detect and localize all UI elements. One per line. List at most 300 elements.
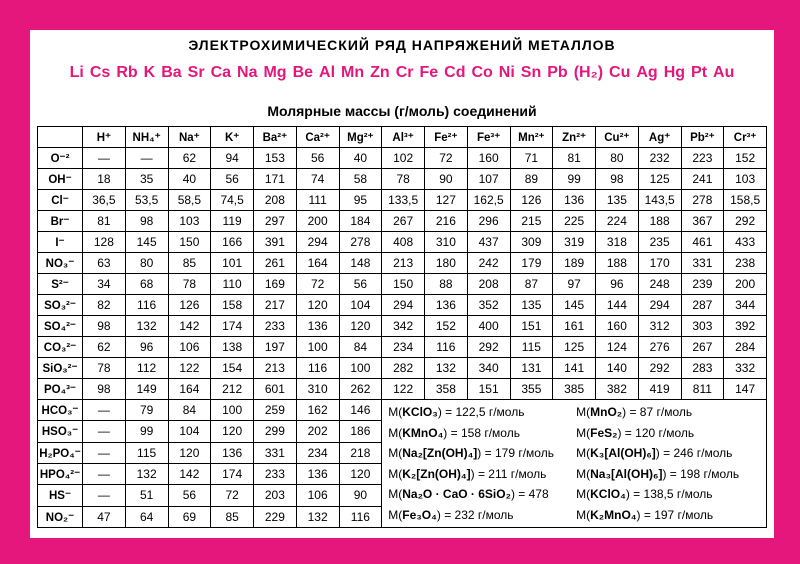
formula-line: [388, 423, 572, 444]
molar-mass-cell: 238: [724, 253, 767, 274]
series-element: Sn: [520, 64, 542, 81]
series-element: (H₂): [573, 64, 604, 81]
molar-mass-cell: 89: [510, 169, 553, 190]
molar-mass-cell: 229: [254, 506, 297, 527]
molar-mass-cell: 216: [425, 211, 468, 232]
molar-mass-cell: 170: [638, 253, 681, 274]
series-element: Pb: [547, 64, 568, 81]
molar-mass-cell: —: [83, 463, 126, 484]
molar-mass-cell: 98: [596, 169, 639, 190]
molar-mass-cell: 120: [339, 463, 382, 484]
molar-mass-cell: 145: [125, 232, 168, 253]
molar-mass-cell: 115: [125, 442, 168, 463]
cation-header: Al³⁺: [382, 127, 425, 148]
molar-mass-cell: 233: [254, 463, 297, 484]
cation-header: Zn²⁺: [553, 127, 596, 148]
molar-mass-cell: 96: [596, 274, 639, 295]
molar-mass-cell: 262: [339, 379, 382, 400]
molar-mass-cell: 119: [211, 211, 254, 232]
molar-mass-cell: 136: [425, 295, 468, 316]
molar-mass-cell: 408: [382, 232, 425, 253]
molar-mass-cell: —: [83, 400, 126, 421]
molar-mass-cell: 180: [425, 253, 468, 274]
molar-mass-cell: 400: [467, 316, 510, 337]
molar-mass-cell: 282: [382, 358, 425, 379]
molar-mass-cell: 135: [596, 190, 639, 211]
anion-header: PO₄³⁻: [38, 379, 83, 400]
formula-value: ) = 122,5 г/моль: [437, 405, 525, 419]
molar-mass-cell: 111: [296, 190, 339, 211]
molar-mass-cell: 143,5: [638, 190, 681, 211]
molar-mass-cell: 87: [510, 274, 553, 295]
compound-formula: K₂[Zn(OH)₄]: [402, 466, 471, 481]
molar-mass-cell: 811: [681, 379, 724, 400]
molar-mass-cell: 99: [553, 169, 596, 190]
molar-mass-cell: 437: [467, 232, 510, 253]
molar-mass-cell: 601: [254, 379, 297, 400]
molar-mass-cell: 385: [553, 379, 596, 400]
molar-mass-cell: 74,5: [211, 190, 254, 211]
anion-header: S²⁻: [38, 274, 83, 295]
molar-mass-cell: 224: [596, 211, 639, 232]
anion-header: SiO₃²⁻: [38, 358, 83, 379]
molar-mass-cell: 213: [254, 358, 297, 379]
formula-value: ) = 246 г/моль: [655, 446, 733, 460]
molar-mass-cell: 151: [467, 379, 510, 400]
molar-mass-cell: 63: [83, 253, 126, 274]
molar-mass-cell: 115: [510, 337, 553, 358]
molar-mass-cell: 81: [553, 148, 596, 169]
formula-prefix: M(: [388, 487, 403, 501]
molar-mass-cell: 312: [638, 316, 681, 337]
formula-value: ) = 211 г/моль: [470, 466, 547, 481]
molar-mass-cell: 278: [681, 190, 724, 211]
cation-header: Mn²⁺: [510, 127, 553, 148]
formula-value: ) = 232 г/моль: [436, 507, 514, 522]
molar-mass-cell: 132: [425, 358, 468, 379]
cation-header: Fe³⁺: [467, 127, 510, 148]
molar-mass-cell: 125: [638, 169, 681, 190]
molar-mass-cell: 35: [125, 169, 168, 190]
molar-mass-cell: 150: [382, 274, 425, 295]
molar-mass-cell: 79: [125, 400, 168, 421]
molar-mass-cell: 132: [125, 463, 168, 484]
molar-mass-cell: 292: [467, 337, 510, 358]
formula-prefix: M(: [576, 425, 591, 440]
molar-mass-cell: 82: [83, 295, 126, 316]
molar-mass-cell: 106: [296, 485, 339, 506]
molar-mass-cell: 96: [125, 337, 168, 358]
molar-mass-cell: 78: [83, 358, 126, 379]
molar-mass-cell: 100: [339, 358, 382, 379]
compound-formula: KMnO₄: [402, 425, 444, 440]
molar-mass-cell: 208: [467, 274, 510, 295]
molar-mass-table: [37, 126, 767, 528]
anion-header: I⁻: [38, 232, 83, 253]
molar-mass-cell: 138: [211, 337, 254, 358]
series-element: Au: [713, 64, 735, 81]
formula-prefix: M(: [576, 487, 591, 501]
molar-mass-cell: 188: [596, 253, 639, 274]
molar-mass-cell: 128: [83, 232, 126, 253]
molar-mass-cell: 40: [339, 148, 382, 169]
molar-mass-cell: 148: [339, 253, 382, 274]
molar-mass-cell: 259: [254, 400, 297, 421]
molar-mass-cell: 99: [125, 421, 168, 442]
molar-mass-cell: —: [83, 485, 126, 506]
formula-line: [576, 443, 760, 464]
molar-mass-cell: 136: [211, 442, 254, 463]
anion-header: OH⁻: [38, 169, 83, 190]
cation-header: Cr³⁺: [724, 127, 767, 148]
table-row: [38, 232, 767, 253]
formula-value: ) = 478: [510, 487, 549, 501]
formula-line: [576, 505, 760, 526]
molar-mass-cell: 149: [125, 379, 168, 400]
molar-mass-cell: 419: [638, 379, 681, 400]
molar-mass-cell: 276: [638, 337, 681, 358]
formula-line: [388, 464, 572, 485]
anion-header: H₂PO₄⁻: [38, 442, 83, 463]
cation-header: K⁺: [211, 127, 254, 148]
molar-mass-cell: 146: [339, 400, 382, 421]
formula-value: ) = 87 г/моль: [622, 405, 693, 419]
formula-prefix: M(: [576, 466, 591, 481]
table-row: [38, 148, 767, 169]
formula-column-left: [388, 402, 572, 525]
molar-mass-cell: —: [125, 148, 168, 169]
molar-mass-cell: 234: [296, 442, 339, 463]
table-row: [38, 379, 767, 400]
formula-prefix: M(: [388, 425, 403, 440]
molar-mass-cell: 267: [382, 211, 425, 232]
series-element: Rb: [116, 64, 138, 81]
molar-mass-cell: 239: [681, 274, 724, 295]
cation-header: Ba²⁺: [254, 127, 297, 148]
molar-mass-cell: 62: [83, 337, 126, 358]
molar-mass-cell: 152: [724, 148, 767, 169]
formula-line: [388, 505, 572, 526]
molar-mass-cell: 84: [339, 337, 382, 358]
anion-header: NO₃⁻: [38, 253, 83, 274]
molar-mass-cell: —: [83, 148, 126, 169]
molar-mass-cell: 142: [168, 463, 211, 484]
molar-mass-cell: 299: [254, 421, 297, 442]
molar-mass-cell: 78: [382, 169, 425, 190]
anion-header: SO₄²⁻: [38, 316, 83, 337]
molar-mass-cell: 233: [254, 316, 297, 337]
compound-formula: Na₃[Al(OH)₆]: [590, 466, 663, 481]
formula-prefix: M(: [388, 507, 403, 522]
molar-mass-cell: 58,5: [168, 190, 211, 211]
molar-mass-cell: 125: [553, 337, 596, 358]
molar-mass-cell: 215: [510, 211, 553, 232]
molar-mass-cell: 340: [467, 358, 510, 379]
molar-mass-cell: 56: [168, 485, 211, 506]
molar-mass-cell: 171: [254, 169, 297, 190]
formula-line: [576, 484, 760, 505]
compound-formula: KClO₄: [590, 487, 626, 501]
molar-mass-cell: 116: [296, 358, 339, 379]
molar-mass-cell: 136: [553, 190, 596, 211]
poster-sheet: [30, 30, 774, 538]
molar-mass-cell: 64: [125, 506, 168, 527]
cation-header: Cu²⁺: [596, 127, 639, 148]
molar-mass-cell: 166: [211, 232, 254, 253]
molar-mass-cell: 391: [254, 232, 297, 253]
molar-mass-cell: 116: [339, 506, 382, 527]
cation-header: Ca²⁺: [296, 127, 339, 148]
molar-mass-cell: 69: [168, 506, 211, 527]
molar-mass-cell: 150: [168, 232, 211, 253]
molar-mass-cell: 218: [339, 442, 382, 463]
series-element: Mn: [341, 64, 365, 81]
molar-mass-cell: 294: [382, 295, 425, 316]
molar-mass-cell: 309: [510, 232, 553, 253]
formula-line: [576, 464, 760, 485]
molar-mass-cell: 232: [638, 148, 681, 169]
compound-formula: FeS₂: [590, 425, 618, 440]
molar-mass-cell: 242: [467, 253, 510, 274]
molar-mass-cell: 223: [681, 148, 724, 169]
molar-mass-cell: 169: [254, 274, 297, 295]
table-row: [38, 295, 767, 316]
molar-mass-cell: 122: [382, 379, 425, 400]
molar-mass-cell: 203: [254, 485, 297, 506]
molar-mass-cell: 131: [510, 358, 553, 379]
molar-mass-cell: 34: [83, 274, 126, 295]
series-element: Fe: [419, 64, 439, 81]
formula-value: ) = 120 г/моль: [617, 425, 695, 440]
molar-mass-cell: 310: [296, 379, 339, 400]
molar-mass-cell: 287: [681, 295, 724, 316]
molar-mass-cell: 51: [125, 485, 168, 506]
series-element: Ca: [210, 64, 232, 81]
compound-formula: KClO₃: [402, 405, 438, 419]
molar-mass-cell: 197: [254, 337, 297, 358]
molar-mass-cell: 160: [467, 148, 510, 169]
molar-mass-cell: 47: [83, 506, 126, 527]
molar-mass-cell: 145: [553, 295, 596, 316]
molar-mass-cell: 94: [211, 148, 254, 169]
molar-mass-cell: 331: [681, 253, 724, 274]
molar-mass-cell: 200: [724, 274, 767, 295]
molar-mass-cell: 303: [681, 316, 724, 337]
anion-header: Cl⁻: [38, 190, 83, 211]
molar-mass-cell: 152: [425, 316, 468, 337]
anion-header: Br⁻: [38, 211, 83, 232]
molar-mass-cell: 85: [168, 253, 211, 274]
molar-mass-cell: 88: [425, 274, 468, 295]
molar-mass-cell: 186: [339, 421, 382, 442]
molar-mass-cell: 84: [168, 400, 211, 421]
table-row: [38, 358, 767, 379]
molar-mass-cell: 355: [510, 379, 553, 400]
series-element: Li: [69, 64, 84, 81]
table-header-row: [38, 127, 767, 148]
anion-header: HSO₃⁻: [38, 421, 83, 442]
formula-prefix: M(: [576, 446, 591, 460]
molar-mass-cell: 296: [467, 211, 510, 232]
molar-mass-cell: 160: [596, 316, 639, 337]
molar-mass-cell: 310: [425, 232, 468, 253]
molar-mass-cell: 110: [211, 274, 254, 295]
compound-formula: K₂MnO₄: [590, 507, 637, 522]
molar-mass-cell: 144: [596, 295, 639, 316]
molar-mass-cell: 97: [553, 274, 596, 295]
molar-mass-cell: 208: [254, 190, 297, 211]
cation-header: NH₄⁺: [125, 127, 168, 148]
cation-header: Pb²⁺: [681, 127, 724, 148]
molar-mass-cell: —: [83, 442, 126, 463]
table-row: [38, 211, 767, 232]
molar-mass-cell: 297: [254, 211, 297, 232]
series-element: Pt: [691, 64, 708, 81]
anion-header: CO₃²⁻: [38, 337, 83, 358]
molar-mass-cell: 284: [724, 337, 767, 358]
molar-mass-cell: 382: [596, 379, 639, 400]
series-element: Co: [471, 64, 493, 81]
molar-mass-cell: 158,5: [724, 190, 767, 211]
molar-mass-cell: 71: [510, 148, 553, 169]
molar-mass-cell: 53,5: [125, 190, 168, 211]
molar-mass-cell: 331: [254, 442, 297, 463]
formula-prefix: M(: [388, 466, 403, 481]
molar-mass-cell: 217: [254, 295, 297, 316]
molar-mass-cell: 261: [254, 253, 297, 274]
molar-mass-cell: 161: [553, 316, 596, 337]
molar-mass-cell: 122: [168, 358, 211, 379]
molar-mass-cell: 100: [211, 400, 254, 421]
molar-mass-cell: 235: [638, 232, 681, 253]
molar-mass-cell: 120: [339, 316, 382, 337]
molar-mass-cell: 225: [553, 211, 596, 232]
molar-mass-cell: 200: [296, 211, 339, 232]
series-element: Hg: [663, 64, 686, 81]
formula-value: ) = 179 г/моль: [477, 446, 554, 460]
formula-panel: [382, 400, 767, 528]
compound-formula: Na₂O · CaO · 6SiO₂: [402, 487, 511, 501]
anion-header: SO₃²⁻: [38, 295, 83, 316]
molar-mass-cell: 78: [168, 274, 211, 295]
series-element: K: [143, 64, 156, 81]
molar-mass-cell: 85: [211, 506, 254, 527]
molar-mass-cell: 127: [425, 190, 468, 211]
molar-mass-cell: 74: [296, 169, 339, 190]
molar-mass-cell: 164: [296, 253, 339, 274]
molar-mass-cell: 241: [681, 169, 724, 190]
molar-mass-cell: 184: [339, 211, 382, 232]
molar-mass-cell: 102: [382, 148, 425, 169]
molar-mass-cell: 56: [339, 274, 382, 295]
series-element: Mg: [263, 64, 287, 81]
compound-formula: MnO₂: [590, 405, 623, 419]
series-element: Cs: [89, 64, 111, 81]
molar-mass-cell: 174: [211, 316, 254, 337]
molar-mass-cell: 132: [125, 316, 168, 337]
molar-mass-cell: 136: [296, 316, 339, 337]
compound-formula: Na₂[Zn(OH)₄]: [402, 446, 478, 460]
molar-mass-cell: 248: [638, 274, 681, 295]
molar-mass-cell: 141: [553, 358, 596, 379]
molar-mass-cell: 352: [467, 295, 510, 316]
molar-mass-cell: 154: [211, 358, 254, 379]
molar-mass-cell: 342: [382, 316, 425, 337]
molar-mass-cell: 95: [339, 190, 382, 211]
anion-header: HS⁻: [38, 485, 83, 506]
series-element: Zn: [370, 64, 390, 81]
formula-value: ) = 158 г/моль: [443, 425, 520, 440]
molar-mass-cell: 104: [168, 421, 211, 442]
molar-mass-cell: 56: [211, 169, 254, 190]
molar-mass-cell: 116: [425, 337, 468, 358]
molar-mass-cell: 158: [211, 295, 254, 316]
series-element: Ag: [636, 64, 658, 81]
molar-mass-cell: 120: [296, 295, 339, 316]
molar-mass-cell: 112: [125, 358, 168, 379]
series-element: Sr: [187, 64, 205, 81]
molar-mass-cell: 36,5: [83, 190, 126, 211]
molar-mass-cell: 392: [724, 316, 767, 337]
molar-mass-cell: 164: [168, 379, 211, 400]
series-element: Ba: [161, 64, 182, 81]
series-element: Cr: [395, 64, 414, 81]
molar-mass-cell: 124: [596, 337, 639, 358]
molar-mass-cell: 104: [339, 295, 382, 316]
molar-mass-cell: 98: [125, 211, 168, 232]
anion-header: O⁻²: [38, 148, 83, 169]
anion-header: HPO₄²⁻: [38, 463, 83, 484]
molar-mass-cell: 367: [681, 211, 724, 232]
formula-value: ) = 197 г/моль: [636, 507, 714, 522]
molar-mass-cell: 278: [339, 232, 382, 253]
molar-mass-cell: 292: [638, 358, 681, 379]
molar-mass-cell: 103: [168, 211, 211, 232]
molar-mass-cell: 153: [254, 148, 297, 169]
molar-mass-cell: 140: [596, 358, 639, 379]
table-row: [38, 190, 767, 211]
formula-line: [388, 484, 572, 505]
molar-mass-cell: 136: [296, 463, 339, 484]
molar-mass-cell: 100: [296, 337, 339, 358]
table-subtitle: Молярные массы (г/моль) соединений: [267, 103, 537, 119]
anion-header: HCO₃⁻: [38, 400, 83, 421]
compound-formula: K₃[Al(OH)₆]: [590, 446, 656, 460]
molar-mass-cell: 81: [83, 211, 126, 232]
formula-value: ) = 198 г/моль: [662, 466, 740, 481]
molar-mass-cell: 433: [724, 232, 767, 253]
series-element: Cd: [444, 64, 466, 81]
molar-mass-cell: 107: [467, 169, 510, 190]
formula-line: [388, 443, 572, 464]
formula-columns: [388, 402, 760, 525]
compound-formula: Fe₃O₄: [402, 507, 437, 522]
molar-mass-cell: 294: [296, 232, 339, 253]
molar-mass-cell: 188: [638, 211, 681, 232]
molar-mass-cell: 174: [211, 463, 254, 484]
formula-line: [576, 423, 760, 444]
molar-mass-cell: 120: [211, 421, 254, 442]
molar-mass-cell: 319: [553, 232, 596, 253]
molar-mass-cell: 126: [168, 295, 211, 316]
molar-mass-cell: 179: [510, 253, 553, 274]
molar-mass-cell: 212: [211, 379, 254, 400]
molar-mass-cell: 80: [596, 148, 639, 169]
molar-mass-cell: 162: [296, 400, 339, 421]
table-row: [38, 274, 767, 295]
molar-mass-cell: 106: [168, 337, 211, 358]
series-element: Ni: [498, 64, 515, 81]
